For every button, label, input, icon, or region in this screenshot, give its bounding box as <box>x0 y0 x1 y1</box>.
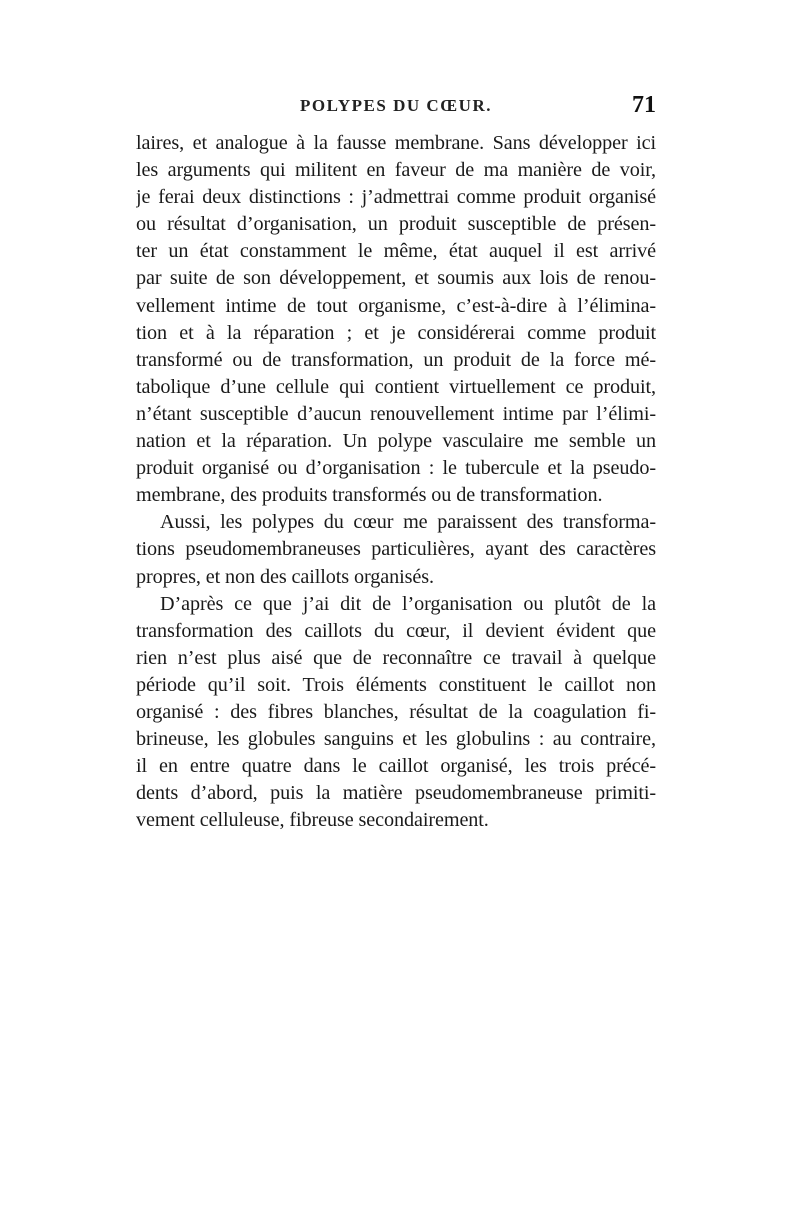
text-line: tabolique d’une cellule qui contient virtuellement ce produit, <box>136 375 656 398</box>
text-line: nation et la réparation. Un polype vasculaire me semble un <box>136 430 656 453</box>
text-line: je ferai deux distinctions : j’admettrai comme produit organisé <box>136 186 656 209</box>
text-line: rien n’est plus aisé que de reconnaître ce travail à quelque <box>136 646 656 669</box>
text-line: laires, et analogue à la fausse membrane. Sans développer ici <box>136 132 656 154</box>
text-line: il en entre quatre dans le caillot organisé, les trois précé- <box>136 755 656 778</box>
text-line: brineuse, les globules sanguins et les globulins : au contraire, <box>136 728 656 751</box>
text-line: produit organisé ou d’organisation : le tubercule et la pseudo- <box>136 457 656 480</box>
text-line: tion et à la réparation ; et je considérerai comme produit <box>136 321 656 344</box>
text-line: propres, et non des caillots organisés. <box>136 565 434 588</box>
paragraph <box>136 591 656 835</box>
text-line: dents d’abord, puis la matière pseudomembraneuse primiti- <box>136 782 656 805</box>
text-line: transformé ou de transformation, un produit de la force mé- <box>136 348 656 371</box>
text-line: ou résultat d’organisation, un produit susceptible de présen- <box>136 213 656 236</box>
text-line: D’après ce que j’ai dit de l’organisation ou plutôt de la <box>160 592 656 615</box>
text-line: vellement intime de tout organisme, c’est-à-dire à l’élimina- <box>136 294 656 317</box>
text-line: membrane, des produits transformés ou de transformation. <box>136 484 603 507</box>
text-line: tions pseudomembraneuses particulières, ayant des caractères <box>136 538 656 561</box>
running-header <box>136 92 656 126</box>
text-line: n’étant susceptible d’aucun renouvellement intime par l’élimi- <box>136 402 656 425</box>
text-line: transformation des caillots du cœur, il devient évident que <box>136 619 656 642</box>
text-line: par suite de son développement, et soumis aux lois de renou- <box>136 267 656 290</box>
body-text <box>136 130 656 834</box>
text-line: Aussi, les polypes du cœur me paraissent des transforma- <box>160 511 656 534</box>
page-number: 71 <box>632 92 656 118</box>
text-line: période qu’il soit. Trois éléments constituent le caillot non <box>136 673 656 696</box>
text-line: les arguments qui militent en faveur de ma manière de voir, <box>136 159 656 182</box>
text-line: vement celluleuse, fibreuse secondairement. <box>136 809 489 832</box>
text-line: organisé : des fibres blanches, résultat de la coagulation fi- <box>136 700 656 723</box>
paragraph <box>136 130 656 509</box>
paragraph <box>136 509 656 590</box>
running-title: POLYPES DU CŒUR. <box>300 96 492 115</box>
text-line: ter un état constamment le même, état auquel il est arrivé <box>136 240 656 263</box>
